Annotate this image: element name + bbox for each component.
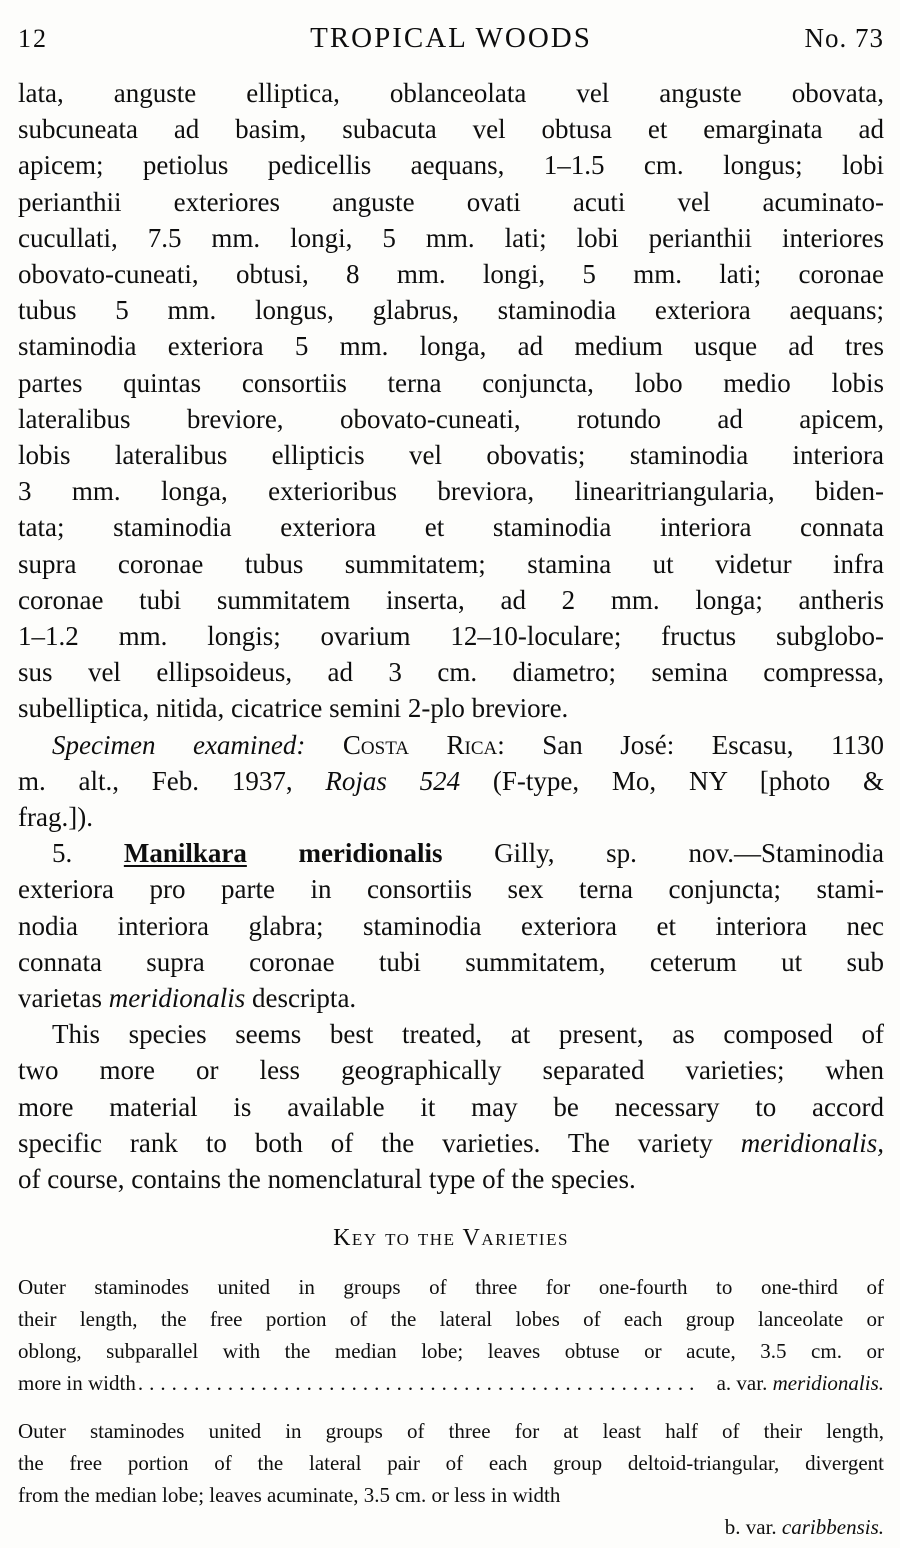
- text-segment: Outer staminodes united in groups of three for one-fourth to one-third of: [18, 1275, 884, 1300]
- key-entry-1: [18, 1271, 884, 1399]
- text-segment: descripta.: [245, 983, 357, 1014]
- key-heading: Key to the Varieties: [333, 1225, 569, 1252]
- text-segment: connata supra coronae tubi summitatem, ceterum ut sub: [18, 946, 884, 977]
- text-segment: perianthii exteriores anguste ovati acuti vel acuminato-: [18, 186, 884, 217]
- body-line: [18, 871, 884, 907]
- text-segment: of course, contains the nomenclatural type of the species.: [18, 1164, 636, 1195]
- text-segment: more material is available it may be necessary to accord: [18, 1091, 884, 1122]
- body-line: [18, 1089, 884, 1125]
- text-segment: meridionalis.: [772, 1371, 884, 1396]
- key-entries: [18, 1271, 884, 1543]
- key-line: [18, 1479, 884, 1511]
- text-segment: their length, the free portion of the lateral lobes of each group lanceolate or: [18, 1307, 884, 1332]
- text-segment: : San José: Escasu, 1130: [497, 729, 884, 760]
- text-segment: [305, 730, 343, 760]
- body-line: [18, 184, 884, 220]
- key-line: [18, 1415, 884, 1447]
- text-segment: the free portion of the lateral pair of each group deltoid-triangular, divergent: [18, 1451, 884, 1476]
- species-5-paragraph: [18, 835, 884, 1016]
- text-segment: cucullati, 7.5 mm. longi, 5 mm. lati; lobi perianthii interiores: [18, 222, 884, 253]
- text-segment: This species seems best treated, at present, as composed of: [52, 1019, 884, 1050]
- text-segment: partes quintas consortiis terna conjuncta, lobo medio lobis: [18, 367, 884, 398]
- text-segment: Costa Rica: [342, 729, 498, 760]
- text-segment: Outer staminodes united in groups of three for at least half of their length,: [18, 1419, 884, 1444]
- text-segment: [247, 838, 299, 868]
- text-segment: staminodia exteriora 5 mm. longa, ad medium usque ad tres: [18, 331, 884, 362]
- leader-result: [717, 1367, 884, 1399]
- text-segment: coronae tubi summitatem inserta, ad 2 mm. longa; antheris: [18, 584, 884, 615]
- leader-dots: ..................................................: [137, 1371, 701, 1396]
- text-segment: exteriora pro parte in consortiis sex terna conjuncta; stami-: [18, 874, 884, 905]
- issue-number: No. 73: [804, 23, 884, 53]
- text-segment: meridionalis,: [740, 1127, 884, 1158]
- body-line: [18, 365, 884, 401]
- text-segment: Manilkara: [123, 838, 247, 869]
- body-line: [18, 509, 884, 545]
- body-line: [18, 437, 884, 473]
- text-segment: nodia interiora glabra; staminodia exteriora et interiora nec: [18, 910, 884, 941]
- body-line: [18, 220, 884, 256]
- text-segment: b. var.: [724, 1515, 782, 1540]
- text-segment: sus vel ellipsoideus, ad 3 cm. diametro; semina compressa,: [18, 657, 884, 688]
- text-segment: two more or less geographically separated varieties; when: [18, 1055, 884, 1086]
- body-line: [18, 908, 884, 944]
- text-segment: from the median lobe; leaves acuminate, 3.5 cm. or less in width: [18, 1483, 561, 1508]
- key-line: [18, 1271, 884, 1303]
- body-line: [18, 75, 884, 111]
- text-segment: frag.]).: [18, 802, 93, 833]
- text-segment: Specimen examined:: [52, 729, 306, 760]
- body-line: [18, 835, 884, 871]
- key-line: [18, 1303, 884, 1335]
- key-line: [18, 1511, 884, 1543]
- body-line: [18, 799, 884, 835]
- body-line: [18, 980, 884, 1016]
- key-line: [18, 1447, 884, 1479]
- body-line: [18, 292, 884, 328]
- discussion-paragraph: [18, 1016, 884, 1197]
- text-segment: subcuneata ad basim, subacuta vel obtusa et emarginata ad: [18, 114, 884, 145]
- text-segment: lata, anguste elliptica, oblanceolata vel anguste obovata,: [18, 78, 884, 108]
- body-line: [18, 582, 884, 618]
- body-line: [18, 473, 884, 509]
- body-line: [18, 944, 884, 980]
- body-line: [18, 618, 884, 654]
- body-line: [18, 147, 884, 183]
- text-segment: tata; staminodia exteriora et staminodia interiora connata: [18, 512, 884, 543]
- latin-description-paragraph: [18, 75, 884, 727]
- text-segment: supra coronae tubus summitatem; stamina ut videtur infra: [18, 548, 884, 579]
- text-segment: (F-type, Mo, NY [photo &: [460, 765, 884, 796]
- text-segment: m. alt., Feb. 1937,: [18, 765, 326, 796]
- text-segment: lobis lateralibus ellipticis vel obovatis; staminodia interiora: [18, 440, 884, 471]
- text-segment: lateralibus breviore, obovato-cuneati, rotundo ad apicem,: [18, 403, 884, 434]
- page-body: [18, 75, 884, 1197]
- journal-title: TROPICAL WOODS: [310, 22, 592, 54]
- text-segment: tubus 5 mm. longus, glabrus, staminodia exteriora aequans;: [18, 295, 884, 326]
- text-segment: 1–1.2 mm. longis; ovarium 12–10-loculare; fructus subglobo-: [18, 621, 884, 652]
- body-line: [18, 328, 884, 364]
- body-line: [18, 256, 884, 292]
- body-line: [18, 690, 884, 726]
- text-segment: varietas: [18, 983, 109, 1014]
- body-line: [18, 546, 884, 582]
- text-segment: a. var.: [716, 1371, 773, 1396]
- text-segment: 3 mm. longa, exterioribus breviora, linearitriangularia, biden-: [18, 476, 884, 507]
- text-segment: caribbensis.: [781, 1515, 884, 1540]
- text-segment: obovato-cuneati, obtusi, 8 mm. longi, 5 mm. lati; coronae: [18, 259, 884, 290]
- leader-left: more in width: [18, 1371, 136, 1396]
- body-line: [18, 1052, 884, 1088]
- text-segment: subelliptica, nitida, cicatrice semini 2-plo breviore.: [18, 693, 569, 724]
- page-number: 12: [18, 24, 48, 53]
- body-line: [18, 654, 884, 690]
- body-line: [18, 727, 884, 763]
- text-segment: oblong, subparallel with the median lobe; leaves obtuse or acute, 3.5 cm. or: [18, 1339, 884, 1364]
- body-line: [18, 763, 884, 799]
- text-segment: meridionalis: [108, 983, 246, 1014]
- text-segment: apicem; petiolus pedicellis aequans, 1–1.5 cm. longus; lobi: [18, 150, 884, 181]
- key-entry-2: [18, 1415, 884, 1543]
- specimen-examined-paragraph: [18, 727, 884, 836]
- text-segment: 5.: [52, 838, 124, 869]
- body-line: [18, 1016, 884, 1052]
- page-header: [18, 22, 884, 55]
- text-segment: Rojas 524: [325, 765, 461, 796]
- text-segment: meridionalis: [298, 838, 443, 869]
- text-segment: Gilly, sp. nov.—Staminodia: [442, 838, 884, 869]
- key-line: [18, 1367, 884, 1399]
- body-line: [18, 1125, 884, 1161]
- body-line: [18, 1161, 884, 1197]
- text-segment: specific rank to both of the varieties. The variety: [18, 1127, 741, 1158]
- key-line: [18, 1335, 884, 1367]
- body-line: [18, 401, 884, 437]
- body-line: [18, 111, 884, 147]
